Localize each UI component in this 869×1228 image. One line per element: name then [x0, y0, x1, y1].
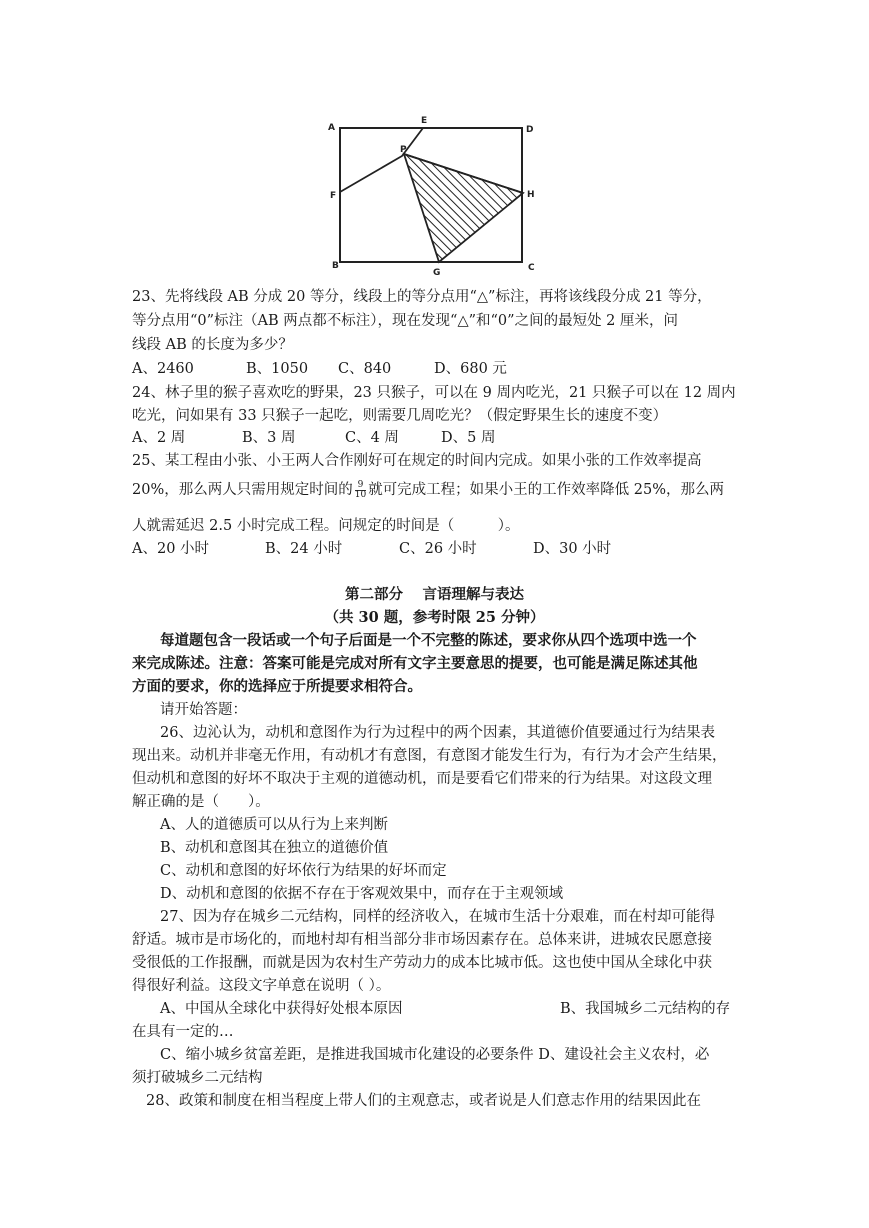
q26-option-c: C、动机和意图的好坏依行为结果的好坏而定: [160, 863, 447, 879]
q24-option-a: A、2 周: [132, 430, 186, 446]
q26-option-a: A、人的道德质可以从行为上来判断: [160, 817, 388, 833]
q27-option-b-cont: 在具有一定的…: [132, 1024, 234, 1040]
q25-line-2-pre: 20%，那么两人只需用规定时间的: [132, 482, 353, 498]
q27-option-b: B、我国城乡二元结构的存: [560, 1001, 731, 1017]
q26-line-2: 现出来。动机并非毫无作用，有动机才有意图，有意图才能发生行为，有行为才会产生结果，: [132, 748, 727, 764]
geometry-figure: [320, 112, 552, 278]
label-a: A: [328, 123, 335, 133]
q24-option-c: C、4 周: [345, 430, 399, 446]
q27-option-c-cont: 须打破城乡二元结构: [132, 1070, 263, 1086]
q26-line-1: 26、边沁认为，动机和意图作为行为过程中的两个因素，其道德价值要通过行为结果表: [160, 725, 715, 741]
q25-options: [132, 539, 611, 559]
q23-option-d: D、680 元: [434, 361, 507, 377]
q25-fraction-numerator: 9: [355, 481, 366, 491]
q24-options: [132, 428, 495, 448]
label-g: G: [433, 268, 441, 278]
label-e: E: [421, 116, 428, 126]
shaded-triangle: [404, 154, 523, 262]
label-c: C: [528, 263, 535, 273]
q25-fraction: [355, 481, 366, 500]
q27-line-1: 27、因为存在城乡二元结构，同样的经济收入，在城市生活十分艰难，而在村却可能得: [160, 909, 715, 925]
q27-option-c: C、缩小城乡贫富差距，是推进我国城市化建设的必要条件 D、建设社会主义农村，必: [160, 1047, 710, 1063]
label-f: F: [330, 191, 337, 201]
q26-option-d: D、动机和意图的依据不存在于客观效果中，而存在于主观领域: [160, 886, 564, 902]
q26-line-4: 解正确的是（ ）。: [132, 794, 270, 810]
q25-option-a: A、20 小时: [132, 541, 210, 557]
q23-line-1: 23、先将线段 AB 分成 20 等分，线段上的等分点用“△”标注，再将该线段分成 21 等分，: [132, 289, 712, 305]
q23-line-2: 等分点用“0”标注（AB 两点都不标注），现在发现“△”和“0”之间的最短处 2 厘米，问: [132, 313, 679, 329]
q26-line-3: 但动机和意图的好坏不取决于主观的道德动机，而是要看它们带来的行为结果。对这段文理: [132, 771, 712, 787]
q25-line-1: 25、某工程由小张、小王两人合作刚好可在规定的时间内完成。如果小张的工作效率提高: [132, 453, 702, 469]
q25-option-c: C、26 小时: [399, 541, 477, 557]
q28-line-1: 28、政策和制度在相当程度上带人们的主观意志，或者说是人们意志作用的结果因此在: [146, 1093, 701, 1109]
q27-line-4: 得很好利益。这段文字单意在说明（ ）。: [132, 978, 391, 994]
q23-line-3: 线段 AB 的长度为多少？: [132, 337, 293, 353]
q23-option-b: B、1050: [246, 361, 309, 377]
q25-line-3: 人就需延迟 2.5 小时完成工程。问规定的时间是（ ）。: [132, 518, 520, 534]
q27-option-a: A、中国从全球化中获得好处根本原因: [160, 1001, 403, 1017]
q24-line-2: 吃光，问如果有 33 只猴子一起吃，则需要几周吃光？（假定野果生长的速度不变）: [132, 408, 668, 424]
q24-option-b: B、3 周: [242, 430, 296, 446]
label-d: D: [526, 125, 534, 135]
q27-line-2: 舒适。城市是市场化的，而地村却有相当部分非市场因素存在。总体来讲，进城农民愿意接: [132, 932, 712, 948]
q25-line-2-post: 就可完成工程；如果小王的工作效率降低 25%，那么两: [368, 482, 725, 498]
q24-option-d: D、5 周: [441, 430, 496, 446]
instruction-line-1: 每道题包含一段话或一个句子后面是一个不完整的陈述，要求你从四个选项中选一个: [160, 632, 697, 649]
label-p: P: [400, 145, 407, 155]
label-b: B: [332, 261, 339, 271]
section-subtitle: （共 30 题，参考时限 25 分钟）: [324, 609, 545, 626]
q24-line-1: 24、林子里的猴子喜欢吃的野果，23 只猴子，可以在 9 周内吃光，21 只猴子可以在 12 周内: [132, 385, 736, 401]
q25-line-2: [132, 480, 724, 500]
q23-options: [132, 359, 507, 379]
q25-option-d: D、30 小时: [533, 541, 612, 557]
q26-option-b: B、动机和意图其在独立的道德价值: [160, 840, 389, 856]
q23-option-c: C、840: [338, 361, 392, 377]
q25-option-b: B、24 小时: [265, 541, 343, 557]
q23-option-a: A、2460: [132, 361, 194, 377]
label-h: H: [527, 190, 535, 200]
instruction-line-2: 来完成陈述。注意：答案可能是完成对所有文字主要意思的提要，也可能是满足陈述其他: [132, 655, 698, 672]
q27-line-3: 受很低的工作报酬，而就是因为农村生产劳动力的成本比城市低。这也使中国从全球化中获: [132, 955, 712, 971]
start-prompt: 请开始答题：: [160, 702, 247, 718]
section-title: 第二部分 言语理解与表达: [344, 586, 525, 603]
instruction-line-3: 方面的要求，你的选择应于所提要求相符合。: [132, 678, 422, 695]
q25-fraction-denominator: 10: [354, 489, 367, 500]
